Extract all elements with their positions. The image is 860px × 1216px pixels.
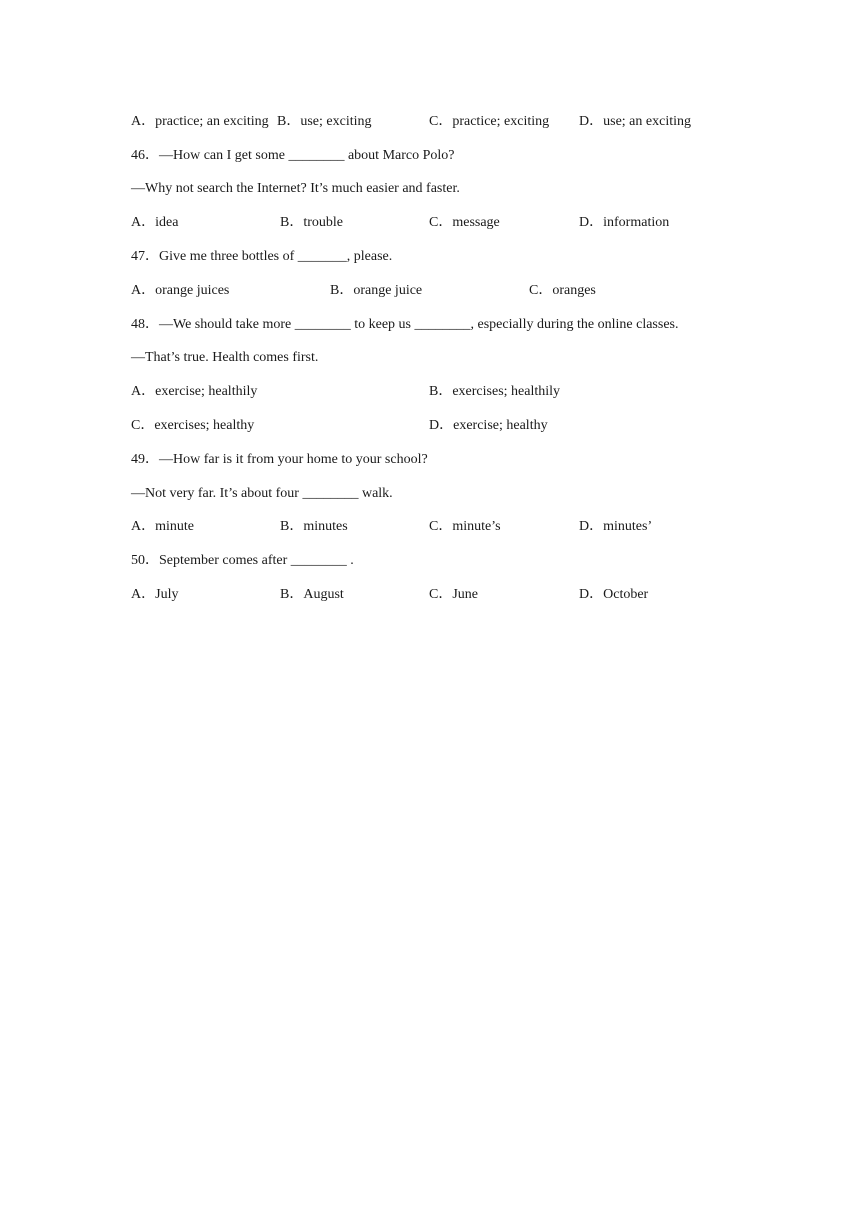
- q46-reply: —Why not search the Internet? It’s much easier and faster.: [131, 181, 460, 196]
- option-text: oranges: [552, 283, 596, 298]
- option-text: October: [603, 587, 649, 602]
- option-text: information: [603, 215, 670, 230]
- option-letter: D．: [579, 587, 604, 602]
- option-letter: A．: [131, 114, 156, 129]
- q48-option-c[interactable]: [131, 416, 254, 436]
- option-letter: B．: [280, 519, 304, 534]
- option-text: practice; an exciting: [155, 114, 269, 129]
- option-text: August: [303, 587, 344, 602]
- q49-reply: —Not very far. It’s about four ________ walk.: [131, 486, 393, 501]
- option-letter: A．: [131, 384, 156, 399]
- option-letter: B．: [280, 587, 304, 602]
- option-letter: C．: [429, 215, 453, 230]
- q48-reply: —That’s true. Health comes first.: [131, 350, 319, 365]
- q46-option-d[interactable]: [579, 213, 669, 233]
- q47-option-a[interactable]: [131, 281, 229, 301]
- q47-option-c[interactable]: [529, 281, 596, 301]
- q45-option-d[interactable]: [579, 112, 691, 132]
- option-letter: C．: [131, 418, 155, 433]
- option-text: exercises; healthily: [452, 384, 561, 399]
- option-text: use; an exciting: [603, 114, 691, 129]
- q45-option-b[interactable]: [277, 112, 372, 132]
- option-text: use; exciting: [300, 114, 372, 129]
- option-text: practice; exciting: [452, 114, 550, 129]
- option-text: minutes’: [603, 519, 653, 534]
- q46-stem: 46．—How can I get some ________ about Marco Polo?: [131, 148, 455, 163]
- q46-option-a[interactable]: [131, 213, 178, 233]
- q50-option-b[interactable]: [280, 585, 344, 605]
- option-text: exercise; healthily: [155, 384, 258, 399]
- q48-option-b[interactable]: [429, 382, 560, 402]
- q49-option-a[interactable]: [131, 517, 194, 537]
- option-text: exercises; healthy: [154, 418, 255, 433]
- option-text: orange juices: [155, 283, 230, 298]
- option-letter: A．: [131, 215, 156, 230]
- q48-stem: 48．—We should take more ________ to keep us ________, especially during the online classes.: [131, 317, 679, 332]
- option-letter: C．: [429, 519, 453, 534]
- option-text: message: [452, 215, 500, 230]
- option-letter: C．: [529, 283, 553, 298]
- option-text: July: [155, 587, 179, 602]
- q50-stem: 50．September comes after ________ .: [131, 553, 354, 568]
- option-letter: B．: [280, 215, 304, 230]
- q50-option-c[interactable]: [429, 585, 478, 605]
- option-letter: A．: [131, 587, 156, 602]
- q49-option-c[interactable]: [429, 517, 501, 537]
- option-text: minute’s: [452, 519, 501, 534]
- q48-option-d[interactable]: [429, 416, 548, 436]
- q49-stem: 49．—How far is it from your home to your school?: [131, 452, 428, 467]
- q48-option-a[interactable]: [131, 382, 257, 402]
- q50-option-a[interactable]: [131, 585, 178, 605]
- option-letter: B．: [330, 283, 354, 298]
- q46-option-b[interactable]: [280, 213, 343, 233]
- q45-option-c[interactable]: [429, 112, 549, 132]
- q47-stem: 47．Give me three bottles of _______, please.: [131, 249, 393, 264]
- option-letter: D．: [429, 418, 454, 433]
- q47-option-b[interactable]: [330, 281, 422, 301]
- option-letter: A．: [131, 283, 156, 298]
- option-text: orange juice: [353, 283, 423, 298]
- q45-option-a[interactable]: [131, 112, 269, 132]
- option-letter: A．: [131, 519, 156, 534]
- option-text: minutes: [303, 519, 348, 534]
- option-text: idea: [155, 215, 179, 230]
- q46-option-c[interactable]: [429, 213, 500, 233]
- option-text: exercise; healthy: [453, 418, 548, 433]
- option-letter: C．: [429, 114, 453, 129]
- option-letter: B．: [277, 114, 301, 129]
- q49-option-d[interactable]: [579, 517, 652, 537]
- option-text: trouble: [303, 215, 343, 230]
- q50-option-d[interactable]: [579, 585, 648, 605]
- q49-option-b[interactable]: [280, 517, 348, 537]
- option-text: June: [452, 587, 479, 602]
- option-letter: D．: [579, 114, 604, 129]
- option-letter: B．: [429, 384, 453, 399]
- option-letter: C．: [429, 587, 453, 602]
- option-letter: D．: [579, 519, 604, 534]
- option-letter: D．: [579, 215, 604, 230]
- option-text: minute: [155, 519, 195, 534]
